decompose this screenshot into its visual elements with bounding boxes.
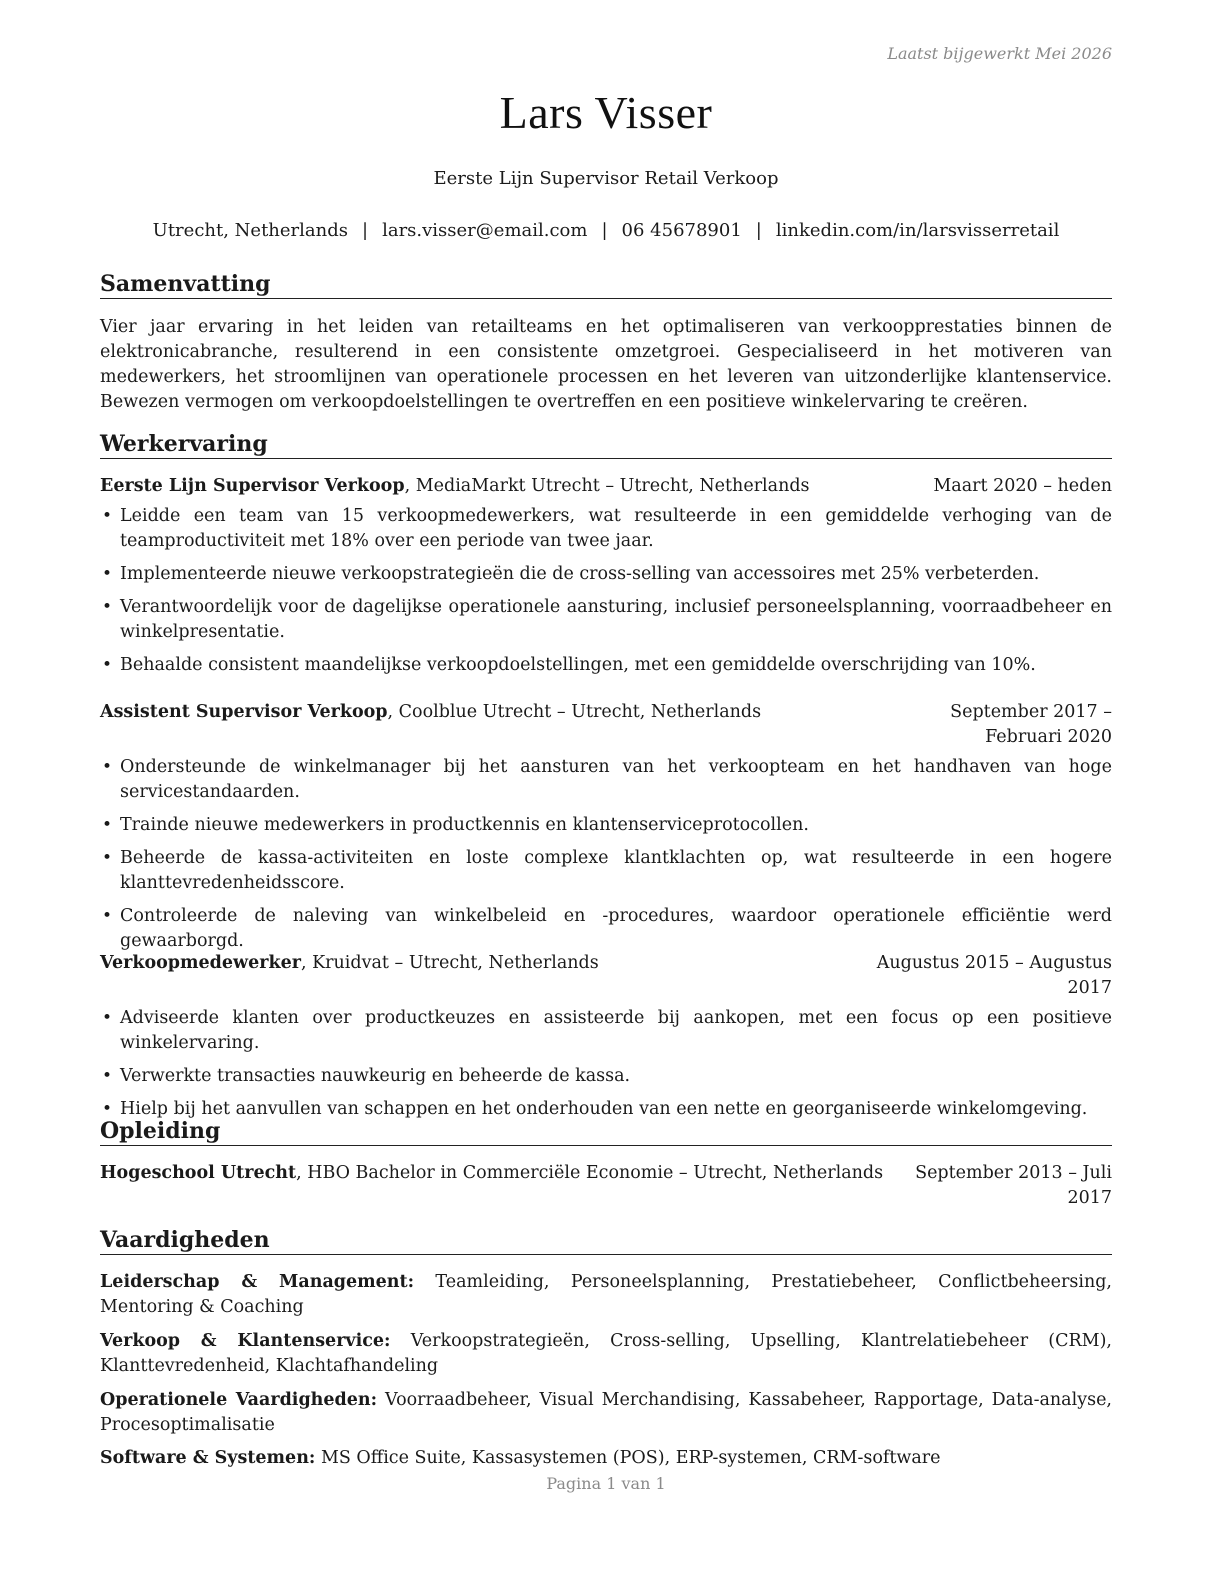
job-company: , Kruidvat – Utrecht, Netherlands bbox=[300, 953, 599, 973]
list-item: • Adviseerde klanten over productkeuzes en assisteerde bij aankopen, met een focus op een positieve winkelervaring. bbox=[100, 1006, 1112, 1056]
job-header bbox=[100, 474, 1112, 499]
skill-label: Operationele Vaardigheden: bbox=[100, 1390, 378, 1410]
contact-linkedin[interactable]: linkedin.com/in/larsvisserretail bbox=[775, 220, 1060, 241]
job-bullets bbox=[100, 504, 1112, 686]
job-bullets bbox=[100, 755, 1112, 962]
list-item: • Leidde een team van 15 verkoopmedewerkers, wat resulteerde in een gemiddelde verhoging van de teamproductiviteit met 18% over een periode van twee jaar. bbox=[100, 504, 1112, 554]
last-updated: Laatst bijgewerkt Mei 2026 bbox=[887, 44, 1112, 63]
skill-group bbox=[100, 1446, 1112, 1471]
contact-line bbox=[100, 220, 1112, 241]
skill-group bbox=[100, 1388, 1112, 1438]
contact-separator: | bbox=[755, 220, 762, 241]
list-item: • Controleerde de naleving van winkelbeleid en -procedures, waardoor operationele efficiëntie werd gewaarborgd. bbox=[100, 904, 1112, 954]
skill-label: Leiderschap & Management: bbox=[100, 1272, 415, 1292]
job-header bbox=[100, 951, 1112, 998]
job-date: Augustus 2015 – Augustus 2017 bbox=[876, 953, 1112, 998]
contact-separator: | bbox=[601, 220, 608, 241]
education-date: September 2013 – Juli 2017 bbox=[915, 1163, 1112, 1208]
job-date: Maart 2020 – heden bbox=[933, 476, 1112, 496]
education-degree: , HBO Bachelor in Commerciële Economie – Utrecht, Netherlands bbox=[296, 1163, 884, 1183]
job-date: September 2017 – Februari 2020 bbox=[950, 702, 1112, 747]
skill-text: Voorraadbeheer, Visual Merchandising, Kassabeheer, Rapportage, Data-analyse, Procesoptimalisatie bbox=[100, 1390, 1112, 1435]
headline: Eerste Lijn Supervisor Retail Verkoop bbox=[433, 168, 779, 189]
section-title-summary: Samenvatting bbox=[100, 271, 1112, 299]
skill-group bbox=[100, 1270, 1112, 1320]
contact-separator: | bbox=[362, 220, 369, 241]
section-title-education: Opleiding bbox=[100, 1118, 1112, 1146]
list-item: • Hielp bij het aanvullen van schappen en het onderhouden van een nette en georganiseerde winkelomgeving. bbox=[100, 1097, 1112, 1122]
section-title-skills: Vaardigheden bbox=[100, 1227, 1112, 1255]
contact-email[interactable]: lars.visser@email.com bbox=[382, 220, 588, 241]
list-item: • Implementeerde nieuwe verkoopstrategieën die de cross-selling van accessoires met 25% verbeterden. bbox=[100, 562, 1112, 587]
education-entry bbox=[100, 1161, 1112, 1208]
job-company: , MediaMarkt Utrecht – Utrecht, Netherlands bbox=[404, 476, 810, 496]
education-school: Hogeschool Utrecht bbox=[100, 1163, 297, 1183]
job-bullets bbox=[100, 1006, 1112, 1130]
skill-group bbox=[100, 1329, 1112, 1379]
list-item: • Behaalde consistent maandelijkse verkoopdoelstellingen, met een gemiddelde overschrijding van 10%. bbox=[100, 653, 1112, 678]
list-item: • Verwerkte transacties nauwkeurig en beheerde de kassa. bbox=[100, 1064, 1112, 1089]
skill-text: Teamleiding, Personeelsplanning, Prestatiebeheer, Conflictbeheersing, Mentoring & Coaching bbox=[100, 1272, 1112, 1317]
job-role: Assistent Supervisor Verkoop bbox=[100, 702, 388, 722]
contact-phone: 06 45678901 bbox=[621, 220, 742, 241]
contact-location: Utrecht, Netherlands bbox=[152, 220, 348, 241]
job-header bbox=[100, 700, 1112, 747]
list-item: • Verantwoordelijk voor de dagelijkse operationele aansturing, inclusief personeelsplanning, voorraadbeheer en winkelpresentatie. bbox=[100, 595, 1112, 645]
list-item: • Beheerde de kassa-activiteiten en loste complexe klantklachten op, wat resulteerde in een hogere klanttevredenheidsscore. bbox=[100, 846, 1112, 896]
list-item: • Trainde nieuwe medewerkers in productkennis en klantenserviceprotocollen. bbox=[100, 813, 1112, 838]
skill-label: Software & Systemen: bbox=[100, 1448, 316, 1468]
candidate-name: Lars Visser bbox=[499, 87, 713, 138]
skill-label: Verkoop & Klantenservice: bbox=[100, 1331, 391, 1351]
job-company: , Coolblue Utrecht – Utrecht, Netherlands bbox=[387, 702, 762, 722]
page-footer: Pagina 1 van 1 bbox=[546, 1474, 666, 1493]
section-title-experience: Werkervaring bbox=[100, 431, 1112, 459]
job-role: Verkoopmedewerker bbox=[100, 953, 301, 973]
job-role: Eerste Lijn Supervisor Verkoop bbox=[100, 476, 405, 496]
skill-text: Verkoopstrategieën, Cross-selling, Upselling, Klantrelatiebeheer (CRM), Klanttevredenheid, Klachtafhandeling bbox=[100, 1331, 1112, 1376]
skill-text: MS Office Suite, Kassasystemen (POS), ERP-systemen, CRM-software bbox=[315, 1448, 941, 1468]
list-item: • Ondersteunde de winkelmanager bij het aansturen van het verkoopteam en het handhaven van hoge servicestandaarden. bbox=[100, 755, 1112, 805]
resume-page bbox=[100, 0, 1112, 1584]
summary-text: Vier jaar ervaring in het leiden van retailteams en het optimaliseren van verkoopprestaties binnen de elektronicabranche, resulterend in een consistente omzetgroei. Gespecialiseerd in het motiveren van medewerkers, het stroomlijnen van operationele processen en het leveren van uitzonderlijke klantenservice. Bewezen vermogen om verkoopdoelstellingen te overtreffen en een positieve winkelervaring te creëren. bbox=[100, 317, 1112, 412]
